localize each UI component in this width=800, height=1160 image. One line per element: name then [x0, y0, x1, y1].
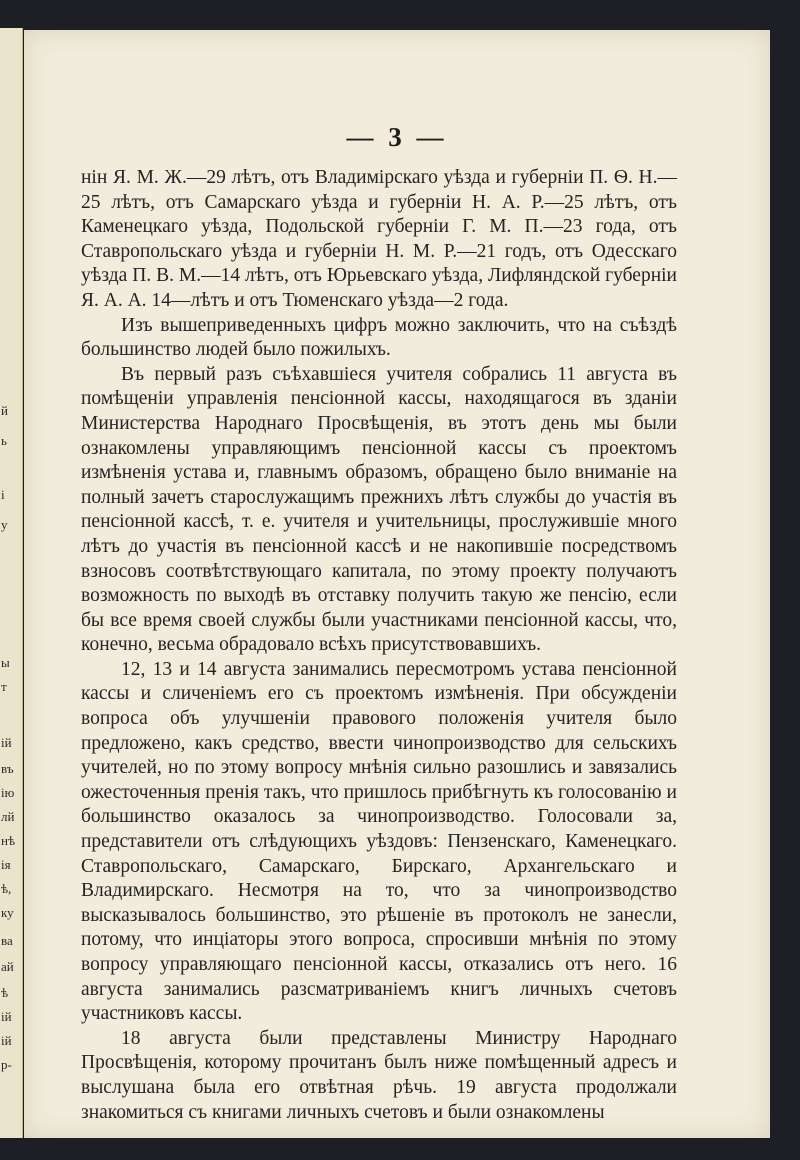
scanned-page: [24, 30, 770, 1138]
facing-page-fragment: ій: [1, 1009, 12, 1024]
facing-page-fragment: і: [1, 487, 5, 502]
facing-page-fragment: ѣ: [1, 985, 9, 1000]
facing-page-fragment: ій: [1, 1033, 12, 1048]
page-number: — 3 —: [346, 122, 448, 152]
facing-page-fragment: ай: [1, 959, 14, 974]
facing-page-fragment: т: [1, 679, 7, 694]
paragraph-continuation: нін Я. М. Ж.—29 лѣтъ, отъ Владимірскаго уѣзда и губерніи П. Ѳ. Н.—25 лѣтъ, отъ Самарскаго уѣзда и губерніи Н. А. Р.—25 лѣтъ, отъ Каменецкаго уѣзда, Подольской губерніи Г. М. П.—23 года, отъ Ставропольскаго уѣзда и губерніи Н. М. Р.—21 годъ, отъ Одесскаго уѣзда П. В. М.—14 лѣтъ, отъ Юрьевскаго уѣзда, Лифляндской губерніи Я. А. А. 14—лѣтъ и отъ Тюменскаго уѣзда—2 года.: [81, 167, 677, 311]
facing-page-edge: [0, 28, 23, 1138]
facing-page-fragment: въ: [1, 761, 14, 776]
facing-page-fragment: ій: [1, 735, 12, 750]
facing-page-fragment: ь: [1, 433, 7, 448]
facing-page-fragment: у: [1, 517, 8, 532]
facing-page-fragment: ва: [1, 933, 13, 948]
facing-page-fragment: й: [1, 403, 8, 418]
paragraph: 12, 13 и 14 августа занимались пересмотромъ устава пенсіонной кассы и сличеніемъ его съ проектомъ измѣненія. При обсужденіи вопроса объ улучшеніи правового положенія учителя было предложено, какъ средство, ввести чинопроизводство для сельскихъ учителей, но по этому вопросу мнѣнія сильно разошлись и завязались ожесточенныя пренія такъ, что пришлось прибѣгнуть къ голосованію и большинство оказалось за чинопроизводство. Голосовали за, представители отъ слѣдующихъ уѣздовъ: Пензенскаго, Каменецкаго. Ставропольскаго, Самарскаго, Бирскаго, Архангельскаго и Владимирскаго. Несмотря на то, что за чинопроизводство высказывалось большинство, это рѣшеніе въ протоколъ не занесли, потому, что инціаторы этого вопроса, спросивши мнѣнія по этому вопросу управляющаго пенсіонной кассы, отказались отъ него. 16 августа занимались разсматриваніемъ книгъ личныхъ счетовъ участниковъ кассы.: [81, 658, 677, 1025]
body-text: [81, 166, 677, 1125]
facing-page-fragment: ія: [1, 857, 11, 872]
facing-page-fragment: лй: [1, 809, 15, 824]
facing-page-fragment: нѣ: [1, 833, 16, 848]
facing-page-fragment: ію: [1, 785, 15, 800]
facing-page-fragment: р-: [1, 1057, 12, 1072]
facing-page-fragment: ы: [1, 655, 10, 670]
paragraph: Изъ вышеприведенныхъ цифръ можно заключить, что на съѣздѣ большинство людей было пожилыхъ.: [81, 314, 677, 361]
paragraph: 18 августа были представлены Министру Народнаго Просвѣщенія, которому прочитанъ былъ ниже помѣщенный адресъ и выслушана была его отвѣтная рѣчь. 19 августа продолжали знакомиться съ книгами личныхъ счетовъ и были ознакомлены: [81, 1027, 677, 1123]
paragraph: Въ первый разъ съѣхавшіеся учителя собрались 11 августа въ помѣщеніи управленія пенсіонной кассы, находящагося въ зданіи Министерства Народнаго Просвѣщенія, въ этотъ день мы были ознакомлены управляющимъ пенсіонной кассы съ проектомъ измѣненія устава и, главнымъ образомъ, обращено было вниманіе на полный зачетъ старослужащимъ прежнихъ лѣтъ службы до участія въ пенсіонной кассѣ, т. е. учителя и учительницы, прослужившіе много лѣтъ до участія въ пенсіонной кассѣ и не накопившіе посредствомъ взносовъ соотвѣтствующаго капитала, по этому проекту получаютъ возможность по выходѣ въ отставку получить такую же пенсію, если бы все время своей службы были участниками пенсіонной кассы, что, конечно, весьма обрадовало всѣхъ присутствовавшихъ.: [81, 363, 677, 656]
facing-page-fragment: ѣ,: [1, 881, 12, 896]
facing-page-fragment: ку: [1, 905, 14, 920]
